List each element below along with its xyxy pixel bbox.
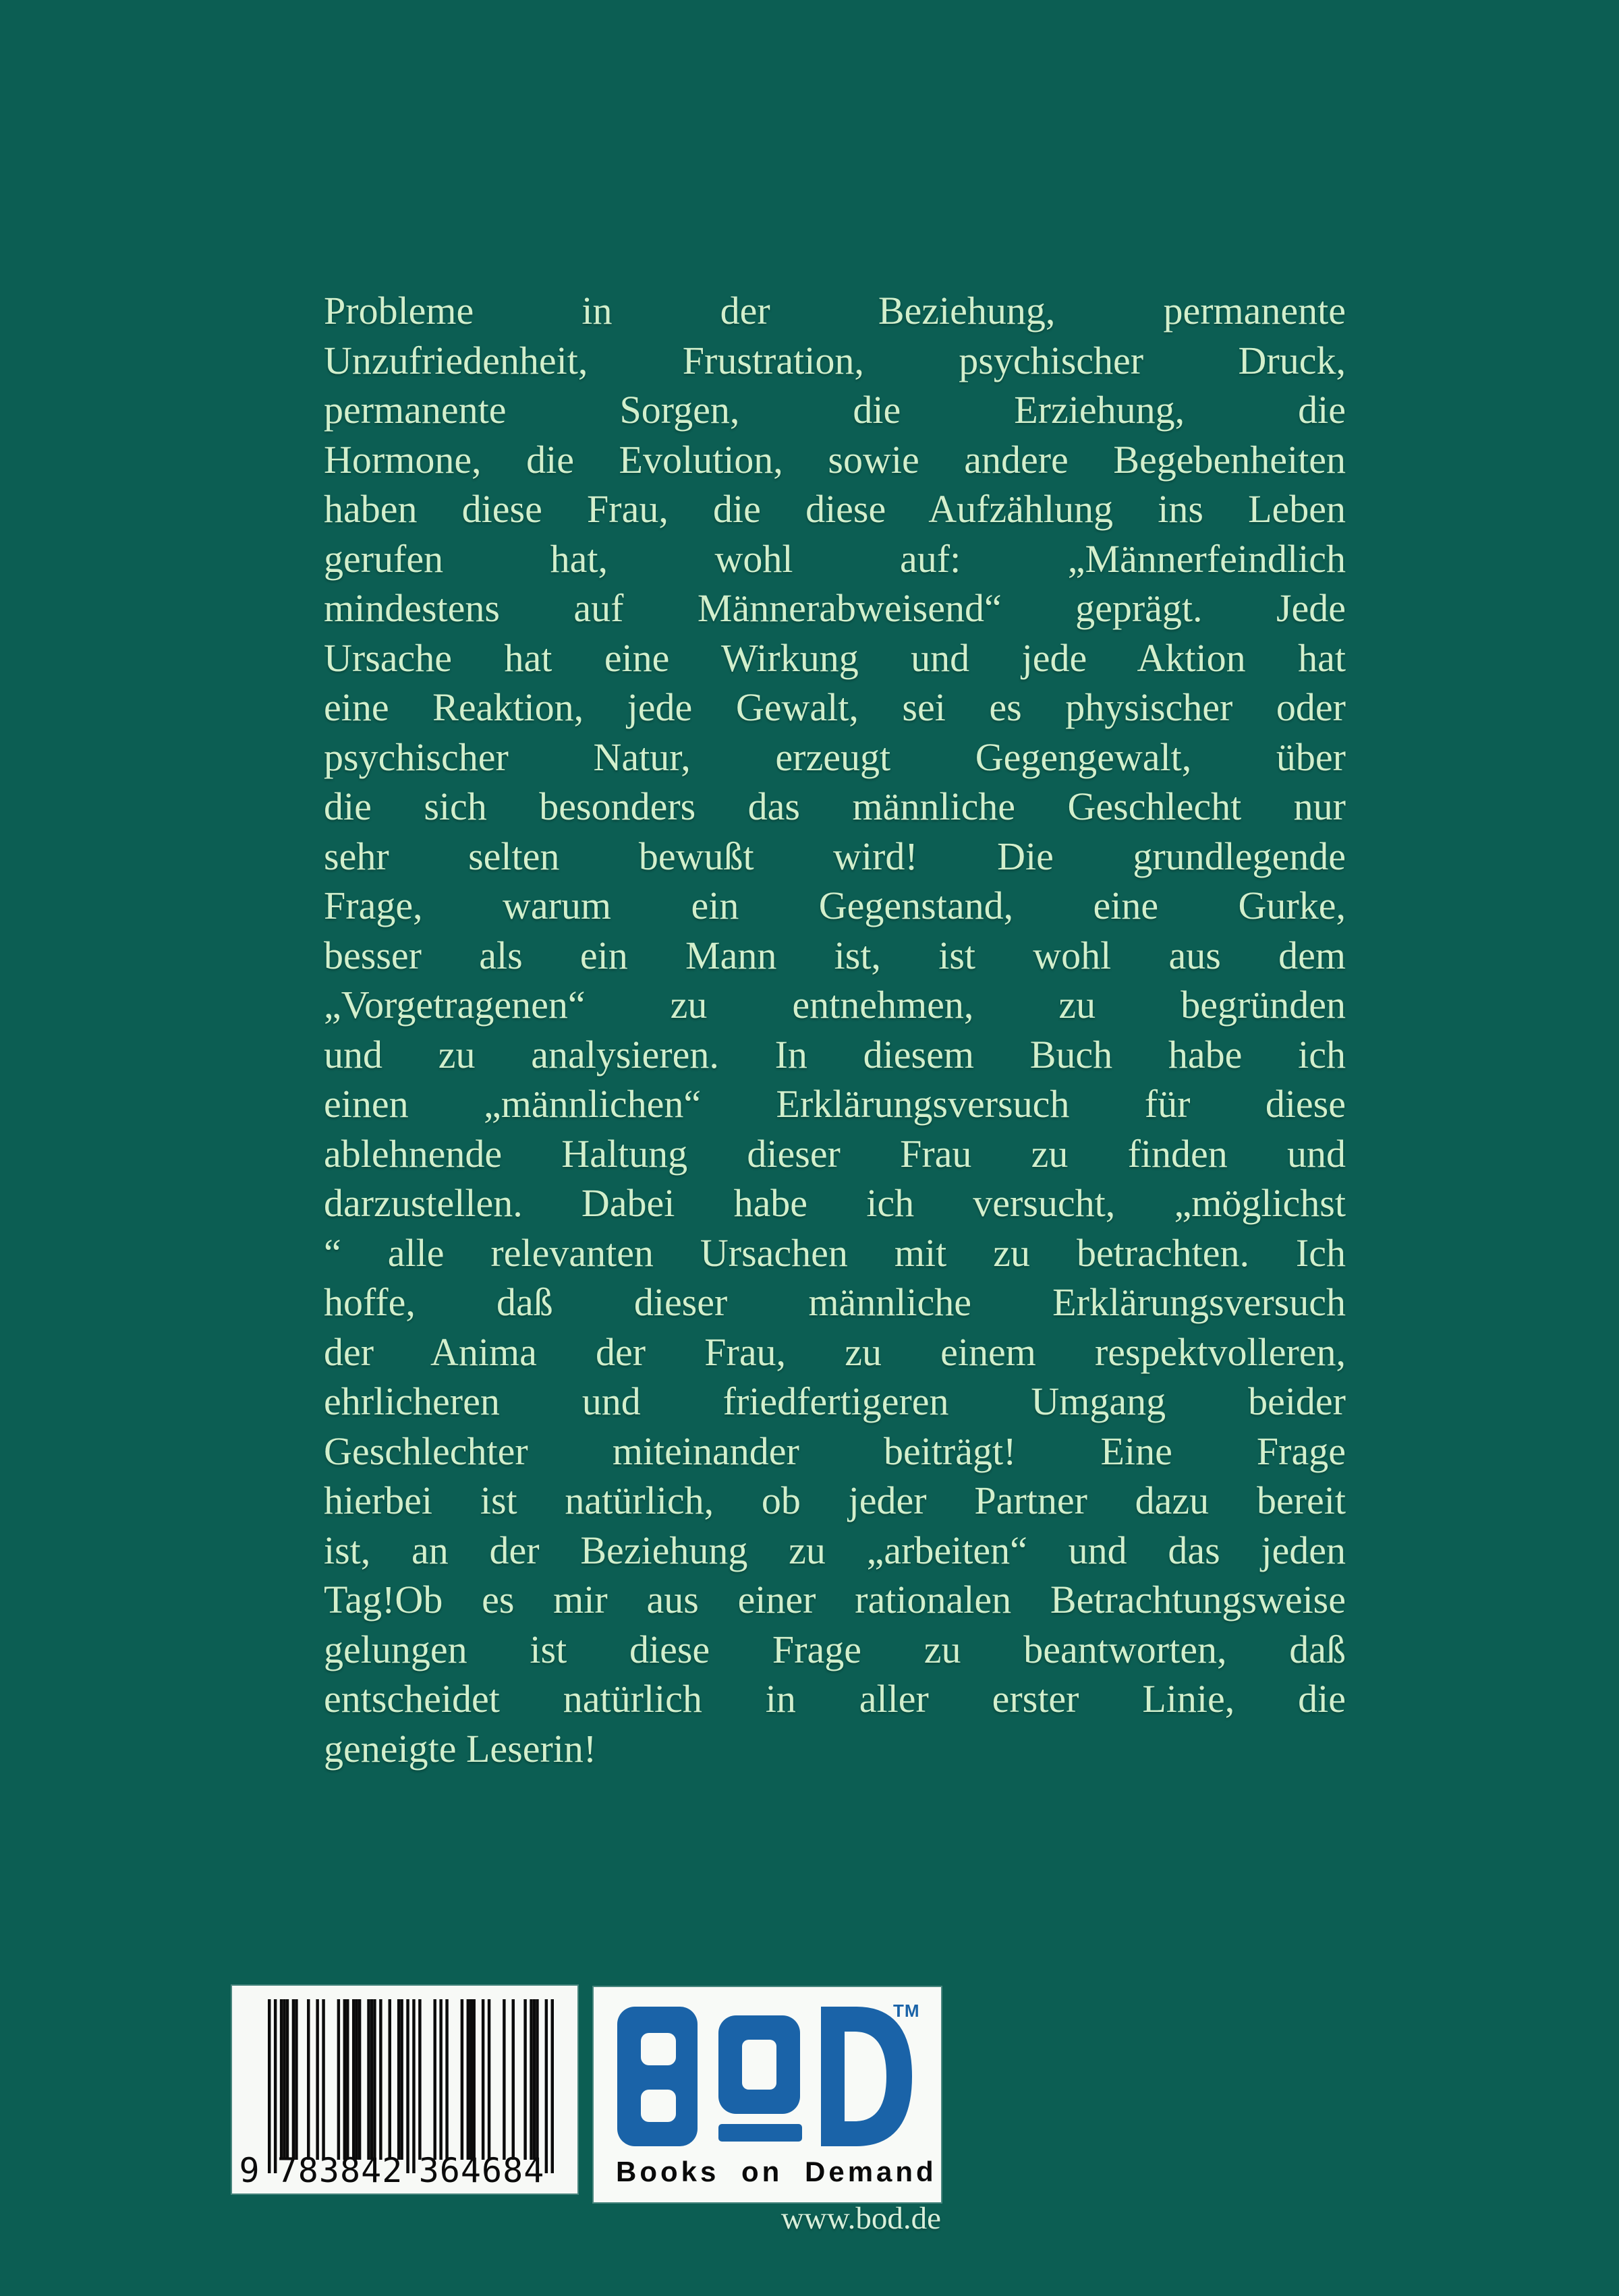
bod-website-url: www.bod.de <box>780 2201 941 2236</box>
blurb-line: einen „männlichen“ Erklärungsversuch für diese <box>324 1082 1346 1126</box>
barcode-digit-group-2: 364684 <box>418 2151 545 2190</box>
blurb-line: Geschlechter miteinander beiträgt! Eine Frage <box>324 1429 1346 1473</box>
blurb-line: gelungen ist diese Frage zu beantworten, daß <box>324 1627 1346 1671</box>
blurb-line: ist, an der Beziehung zu „arbeiten“ und das jeden <box>324 1528 1346 1572</box>
blurb-line: die sich besonders das männliche Geschlecht nur <box>324 784 1346 828</box>
blurb-line: “ alle relevanten Ursachen mit zu betrachten. Ich <box>324 1230 1346 1275</box>
blurb-line: psychischer Natur, erzeugt Gegengewalt, über <box>324 735 1346 779</box>
blurb-line: „Vorgetragenen“ zu entnehmen, zu begründen <box>324 983 1346 1027</box>
blurb-line: hierbei ist natürlich, ob jeder Partner dazu bereit <box>324 1479 1346 1522</box>
blurb-line: Probleme in der Beziehung, permanente <box>324 289 1346 333</box>
blurb-line: der Anima der Frau, zu einem respektvolleren, <box>324 1329 1346 1374</box>
blurb-line: Hormone, die Evolution, sowie andere Begebenheiten <box>324 437 1346 482</box>
bod-logo-box <box>594 1987 941 2202</box>
blurb-line: und zu analysieren. In diesem Buch habe ich <box>324 1032 1346 1077</box>
blurb-line: besser als ein Mann ist, ist wohl aus dem <box>324 933 1346 977</box>
blurb-line: geneigte Leserin! <box>324 1726 597 1771</box>
blurb-line: sehr selten bewußt wird! Die grundlegende <box>324 834 1346 878</box>
barcode-lead-digit: 9 <box>239 2151 260 2190</box>
blurb-line: mindestens auf Männerabweisend“ geprägt. Jede <box>324 586 1346 630</box>
barcode-bars-image <box>268 1999 554 2173</box>
blurb-line: entscheidet natürlich in aller erster Linie, die <box>324 1677 1346 1721</box>
blurb-line: Ursache hat eine Wirkung und jede Aktion hat <box>324 635 1346 680</box>
blurb-line: hoffe, daß dieser männliche Erklärungsversuch <box>324 1280 1346 1324</box>
blurb-line: gerufen hat, wohl auf: „Männerfeindlich <box>324 536 1346 581</box>
blurb-line: permanente Sorgen, die Erziehung, die <box>324 388 1346 432</box>
blurb-line: haben diese Frau, die diese Aufzählung ins Leben <box>324 487 1346 531</box>
blurb-line: Tag!Ob es mir aus einer rationalen Betrachtungsweise <box>324 1578 1346 1621</box>
blurb-line: Unzufriedenheit, Frustration, psychischer Druck, <box>324 338 1346 382</box>
trademark-symbol: TM <box>893 2001 920 2021</box>
blurb-line: darzustellen. Dabei habe ich versucht, „möglichst <box>324 1181 1346 1225</box>
blurb-line: Frage, warum ein Gegenstand, eine Gurke, <box>324 884 1346 927</box>
isbn-barcode <box>232 1986 577 2193</box>
barcode-digit-group-1: 783842 <box>277 2151 403 2190</box>
bod-tagline: Books on Demand <box>616 2156 937 2187</box>
blurb-line: ehrlicheren und friedfertigeren Umgang beider <box>324 1379 1346 1423</box>
blurb-text <box>324 286 1346 1773</box>
blurb-line: eine Reaktion, jede Gewalt, sei es physischer oder <box>324 685 1346 729</box>
blurb-line: ablehnende Haltung dieser Frau zu finden und <box>324 1131 1346 1176</box>
